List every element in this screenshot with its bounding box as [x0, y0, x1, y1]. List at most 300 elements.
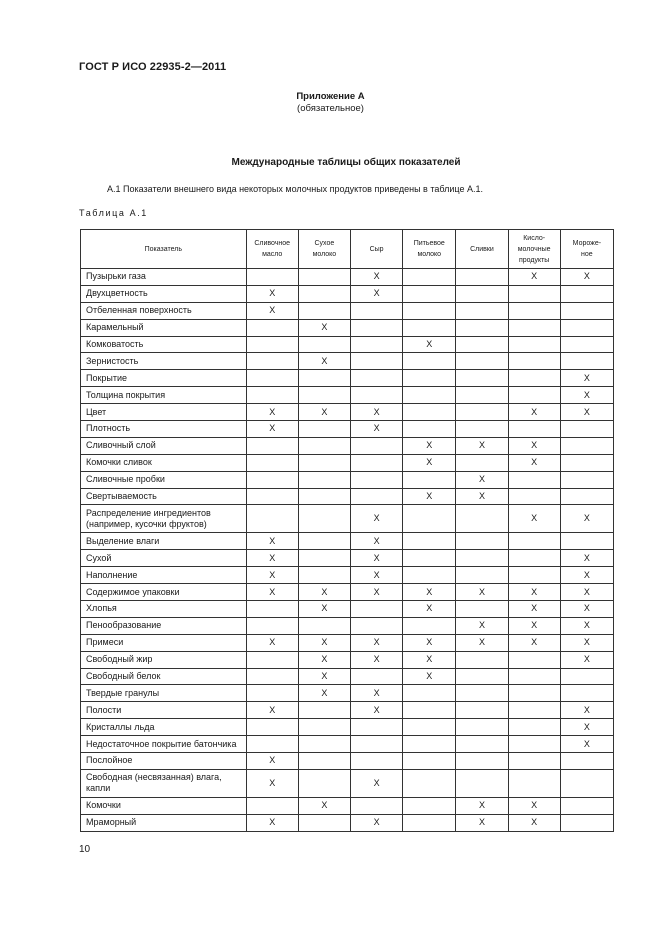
column-header-product [246, 230, 298, 269]
mark-cell [508, 736, 560, 753]
mark-cell: X [350, 584, 402, 601]
table-row [81, 269, 614, 286]
mark-cell [403, 736, 456, 753]
mark-cell [403, 269, 456, 286]
mark-cell [403, 769, 456, 797]
mark-cell [298, 336, 350, 353]
indicator-name-cell [81, 302, 247, 319]
mark-cell: X [246, 302, 298, 319]
indicator-name-line: Полости [86, 704, 122, 715]
mark-cell: X [350, 269, 402, 286]
mark-cell [403, 567, 456, 584]
mark-cell [298, 617, 350, 634]
mark-cell: X [350, 702, 402, 719]
mark-cell [298, 702, 350, 719]
mark-cell [403, 421, 456, 438]
mark-cell [246, 797, 298, 814]
indicator-name-cell [81, 753, 247, 770]
mark-cell [508, 471, 560, 488]
indicator-name-cell [81, 454, 247, 471]
indicator-name-line: Сливочные пробки [86, 474, 165, 485]
table-row [81, 769, 614, 797]
table-row [81, 454, 614, 471]
table-row [81, 736, 614, 753]
indicator-name-cell [81, 634, 247, 651]
table-row [81, 421, 614, 438]
mark-cell: X [508, 617, 560, 634]
mark-cell [456, 702, 508, 719]
mark-cell [403, 814, 456, 831]
mark-cell: X [298, 797, 350, 814]
indicator-name-cell [81, 797, 247, 814]
table-row [81, 753, 614, 770]
indicator-name-line: Выделение влаги [86, 535, 160, 546]
mark-cell [246, 437, 298, 454]
table-row [81, 567, 614, 584]
mark-cell: X [350, 533, 402, 550]
mark-cell [246, 736, 298, 753]
mark-cell: X [560, 601, 613, 618]
mark-cell [560, 685, 613, 702]
mark-cell [350, 668, 402, 685]
mark-cell [456, 505, 508, 533]
mark-cell: X [350, 505, 402, 533]
indicator-name-line: Отбеленная поверхность [86, 305, 192, 316]
mark-cell [403, 387, 456, 404]
mark-cell: X [508, 454, 560, 471]
mark-cell [298, 387, 350, 404]
column-header-product [403, 230, 456, 269]
mark-cell [298, 437, 350, 454]
document-header: ГОСТ Р ИСО 22935-2—2011 [79, 61, 227, 73]
mark-cell [298, 719, 350, 736]
mark-cell [246, 617, 298, 634]
mark-cell [350, 370, 402, 387]
mark-cell [508, 769, 560, 797]
mark-cell: X [298, 404, 350, 421]
mark-cell [508, 567, 560, 584]
indicator-name-cell [81, 285, 247, 302]
mark-cell [456, 421, 508, 438]
mark-cell: X [508, 634, 560, 651]
mark-cell: X [403, 454, 456, 471]
mark-cell: X [560, 702, 613, 719]
indicator-name-line: капли [86, 783, 111, 794]
mark-cell [456, 668, 508, 685]
mark-cell: X [560, 584, 613, 601]
indicator-name-line: Твердые гранулы [86, 687, 160, 698]
mark-cell [456, 567, 508, 584]
mark-cell [403, 319, 456, 336]
mark-cell [403, 797, 456, 814]
indicator-name-line: Двухцветность [86, 288, 148, 299]
mark-cell: X [560, 736, 613, 753]
mark-cell [456, 319, 508, 336]
mark-cell: X [560, 404, 613, 421]
mark-cell [560, 353, 613, 370]
mark-cell: X [560, 651, 613, 668]
mark-cell [403, 533, 456, 550]
indicator-name-line: Зернистость [86, 355, 139, 366]
mark-cell [560, 471, 613, 488]
column-header-product [298, 230, 350, 269]
table-row [81, 668, 614, 685]
indicator-name-cell [81, 719, 247, 736]
mark-cell [298, 533, 350, 550]
mark-cell [298, 567, 350, 584]
mark-cell [350, 719, 402, 736]
indicator-name-cell [81, 488, 247, 505]
mark-cell [350, 387, 402, 404]
mark-cell [508, 533, 560, 550]
mark-cell [456, 454, 508, 471]
table-row [81, 488, 614, 505]
indicator-name-line: Плотность [86, 423, 131, 434]
table-header-row [81, 230, 614, 269]
column-header-product [350, 230, 402, 269]
mark-cell: X [350, 404, 402, 421]
mark-cell: X [246, 702, 298, 719]
column-header-line: Мороже- [572, 240, 602, 247]
mark-cell [560, 437, 613, 454]
mark-cell [403, 550, 456, 567]
mark-cell [298, 421, 350, 438]
mark-cell [456, 753, 508, 770]
indicator-name-line: Свободный жир [86, 654, 153, 665]
mark-cell [246, 668, 298, 685]
mark-cell: X [456, 488, 508, 505]
intro-paragraph: А.1 Показатели внешнего вида некоторых молочных продуктов приведены в таблице А.1. [107, 184, 483, 194]
mark-cell [403, 353, 456, 370]
indicator-name-cell [81, 421, 247, 438]
mark-cell: X [508, 437, 560, 454]
column-header-line: Показатель [144, 245, 183, 253]
indicator-name-line: Распределение ингредиентов [86, 507, 211, 518]
annex-heading [0, 91, 661, 115]
mark-cell [456, 353, 508, 370]
table-row [81, 404, 614, 421]
mark-cell [456, 302, 508, 319]
mark-cell [298, 550, 350, 567]
mark-cell [403, 702, 456, 719]
mark-cell [350, 454, 402, 471]
mark-cell: X [246, 404, 298, 421]
mark-cell [246, 505, 298, 533]
mark-cell: X [246, 533, 298, 550]
indicator-name-line: Комочки [86, 800, 121, 811]
mark-cell: X [350, 421, 402, 438]
mark-cell [456, 736, 508, 753]
indicator-name-line: Покрытие [86, 372, 128, 383]
table-caption: Таблица А.1 [79, 208, 148, 218]
mark-cell [508, 302, 560, 319]
mark-cell [508, 702, 560, 719]
mark-cell [246, 719, 298, 736]
indicator-name-cell [81, 617, 247, 634]
table-row [81, 651, 614, 668]
indicator-name-cell [81, 668, 247, 685]
mark-cell [350, 353, 402, 370]
indicator-name-line: Комочки сливок [86, 457, 152, 468]
mark-cell [246, 370, 298, 387]
mark-cell: X [456, 617, 508, 634]
table-row [81, 533, 614, 550]
mark-cell: X [246, 634, 298, 651]
mark-cell: X [403, 488, 456, 505]
mark-cell: X [246, 421, 298, 438]
table-row [81, 319, 614, 336]
mark-cell [560, 488, 613, 505]
column-header-indicator [81, 230, 247, 269]
table-row [81, 336, 614, 353]
mark-cell: X [560, 567, 613, 584]
column-header-line: Сливочное [254, 240, 291, 247]
mark-cell [246, 685, 298, 702]
mark-cell [560, 797, 613, 814]
mark-cell [246, 387, 298, 404]
mark-cell: X [246, 584, 298, 601]
mark-cell [456, 370, 508, 387]
mark-cell [298, 488, 350, 505]
indicator-name-cell [81, 269, 247, 286]
mark-cell: X [560, 617, 613, 634]
mark-cell [350, 319, 402, 336]
column-header-line: масло [262, 251, 283, 258]
mark-cell [456, 336, 508, 353]
mark-cell [298, 370, 350, 387]
mark-cell [560, 454, 613, 471]
mark-cell [246, 454, 298, 471]
column-header-line: продукты [518, 256, 550, 264]
mark-cell: X [350, 567, 402, 584]
mark-cell [350, 336, 402, 353]
mark-cell [508, 370, 560, 387]
indicator-name-cell [81, 533, 247, 550]
column-header-product [508, 230, 560, 269]
indicator-name-cell [81, 567, 247, 584]
mark-cell [246, 353, 298, 370]
mark-cell [456, 769, 508, 797]
indicator-name-line: Пенообразование [86, 620, 162, 631]
mark-cell [508, 488, 560, 505]
indicator-name-line: Свободный белок [86, 671, 161, 682]
mark-cell [403, 685, 456, 702]
mark-cell [508, 668, 560, 685]
mark-cell [246, 269, 298, 286]
indicator-name-cell [81, 319, 247, 336]
mark-cell: X [298, 601, 350, 618]
indicator-name-cell [81, 437, 247, 454]
indicators-table [80, 229, 614, 832]
table-row [81, 387, 614, 404]
mark-cell: X [508, 505, 560, 533]
table-row [81, 302, 614, 319]
mark-cell [456, 651, 508, 668]
indicator-name-line: Свободная (несвязанная) влага, [86, 772, 222, 783]
indicator-name-line: Содержимое упаковки [86, 586, 180, 597]
indicator-name-cell [81, 550, 247, 567]
indicator-name-line: Пузырьки газа [86, 271, 146, 282]
mark-cell [298, 769, 350, 797]
mark-cell: X [403, 584, 456, 601]
table-row [81, 471, 614, 488]
column-header-line: молоко [417, 251, 442, 258]
column-header-line: ное [581, 251, 593, 258]
table-row [81, 601, 614, 618]
mark-cell: X [298, 634, 350, 651]
mark-cell [508, 319, 560, 336]
mark-cell [246, 319, 298, 336]
indicator-name-cell [81, 505, 247, 533]
mark-cell [508, 285, 560, 302]
indicator-name-line: Хлопья [86, 603, 117, 614]
mark-cell [508, 651, 560, 668]
mark-cell [403, 505, 456, 533]
indicator-name-cell [81, 584, 247, 601]
section-title: Международные таблицы общих показателей [231, 157, 461, 168]
mark-cell: X [350, 634, 402, 651]
mark-cell [456, 685, 508, 702]
mark-cell [403, 719, 456, 736]
mark-cell: X [246, 814, 298, 831]
column-header-product [560, 230, 613, 269]
mark-cell: X [456, 797, 508, 814]
mark-cell: X [456, 814, 508, 831]
mark-cell: X [560, 719, 613, 736]
column-header-line: молоко [312, 251, 337, 258]
mark-cell: X [246, 567, 298, 584]
mark-cell [456, 719, 508, 736]
mark-cell: X [298, 651, 350, 668]
mark-cell [560, 302, 613, 319]
mark-cell [560, 533, 613, 550]
mark-cell [403, 753, 456, 770]
mark-cell: X [508, 404, 560, 421]
mark-cell: X [560, 634, 613, 651]
mark-cell: X [403, 634, 456, 651]
mark-cell [298, 471, 350, 488]
mark-cell [403, 471, 456, 488]
mark-cell: X [560, 370, 613, 387]
indicator-name-line: Сливочный слой [86, 440, 156, 451]
mark-cell: X [350, 285, 402, 302]
mark-cell: X [456, 634, 508, 651]
table-row [81, 505, 614, 533]
mark-cell: X [298, 685, 350, 702]
indicator-name-line: Цвет [86, 406, 107, 417]
mark-cell [350, 471, 402, 488]
indicator-name-line: Недостаточное покрытие батончика [86, 738, 237, 749]
column-header-line: молочные [517, 245, 551, 253]
column-header-line: Сухое [314, 240, 335, 247]
mark-cell: X [350, 651, 402, 668]
table-row [81, 584, 614, 601]
mark-cell [403, 370, 456, 387]
mark-cell [560, 336, 613, 353]
table-row [81, 719, 614, 736]
mark-cell: X [456, 437, 508, 454]
mark-cell: X [403, 437, 456, 454]
mark-cell [508, 421, 560, 438]
indicator-name-line: Мраморный [86, 817, 137, 828]
mark-cell [246, 471, 298, 488]
mark-cell [298, 814, 350, 831]
mark-cell [456, 533, 508, 550]
indicator-name-cell [81, 702, 247, 719]
table-row [81, 814, 614, 831]
indicator-name-line: Карамельный [86, 322, 144, 333]
indicator-name-line: Кристаллы льда [86, 721, 155, 732]
mark-cell: X [350, 769, 402, 797]
mark-cell [456, 404, 508, 421]
table-row [81, 353, 614, 370]
mark-cell [456, 601, 508, 618]
mark-cell: X [298, 584, 350, 601]
indicator-name-line: Наполнение [86, 569, 138, 580]
mark-cell [560, 769, 613, 797]
mark-cell [350, 753, 402, 770]
indicator-name-cell [81, 387, 247, 404]
mark-cell [456, 550, 508, 567]
mark-cell [560, 753, 613, 770]
mark-cell: X [403, 336, 456, 353]
mark-cell: X [508, 584, 560, 601]
mark-cell [246, 336, 298, 353]
mark-cell [456, 285, 508, 302]
mark-cell: X [403, 668, 456, 685]
mark-cell: X [246, 753, 298, 770]
column-header-product [456, 230, 508, 269]
mark-cell: X [403, 601, 456, 618]
mark-cell [350, 302, 402, 319]
mark-cell [456, 269, 508, 286]
mark-cell [560, 814, 613, 831]
indicator-name-line: Толщина покрытия [86, 389, 166, 400]
table-row [81, 617, 614, 634]
mark-cell: X [560, 505, 613, 533]
mark-cell [508, 719, 560, 736]
mark-cell [246, 601, 298, 618]
indicator-name-cell [81, 651, 247, 668]
mark-cell [403, 404, 456, 421]
indicator-name-line: Послойное [86, 755, 133, 766]
mark-cell: X [508, 269, 560, 286]
table-row [81, 370, 614, 387]
mark-cell [403, 302, 456, 319]
mark-cell [298, 302, 350, 319]
indicator-name-line: Сухой [86, 552, 112, 563]
indicator-name-cell [81, 471, 247, 488]
mark-cell [350, 617, 402, 634]
table-row [81, 285, 614, 302]
table-row [81, 797, 614, 814]
indicator-name-cell [81, 736, 247, 753]
table-row [81, 634, 614, 651]
mark-cell [456, 387, 508, 404]
mark-cell: X [560, 387, 613, 404]
indicator-name-line: Комковатость [86, 339, 144, 349]
mark-cell: X [350, 814, 402, 831]
indicator-name-cell [81, 601, 247, 618]
mark-cell [298, 753, 350, 770]
mark-cell: X [403, 651, 456, 668]
indicator-name-line: (например, кусочки фруктов) [86, 518, 207, 529]
mark-cell [350, 437, 402, 454]
annex-title: Приложение А [296, 91, 365, 102]
indicator-name-cell [81, 814, 247, 831]
mark-cell [560, 668, 613, 685]
mark-cell [560, 421, 613, 438]
